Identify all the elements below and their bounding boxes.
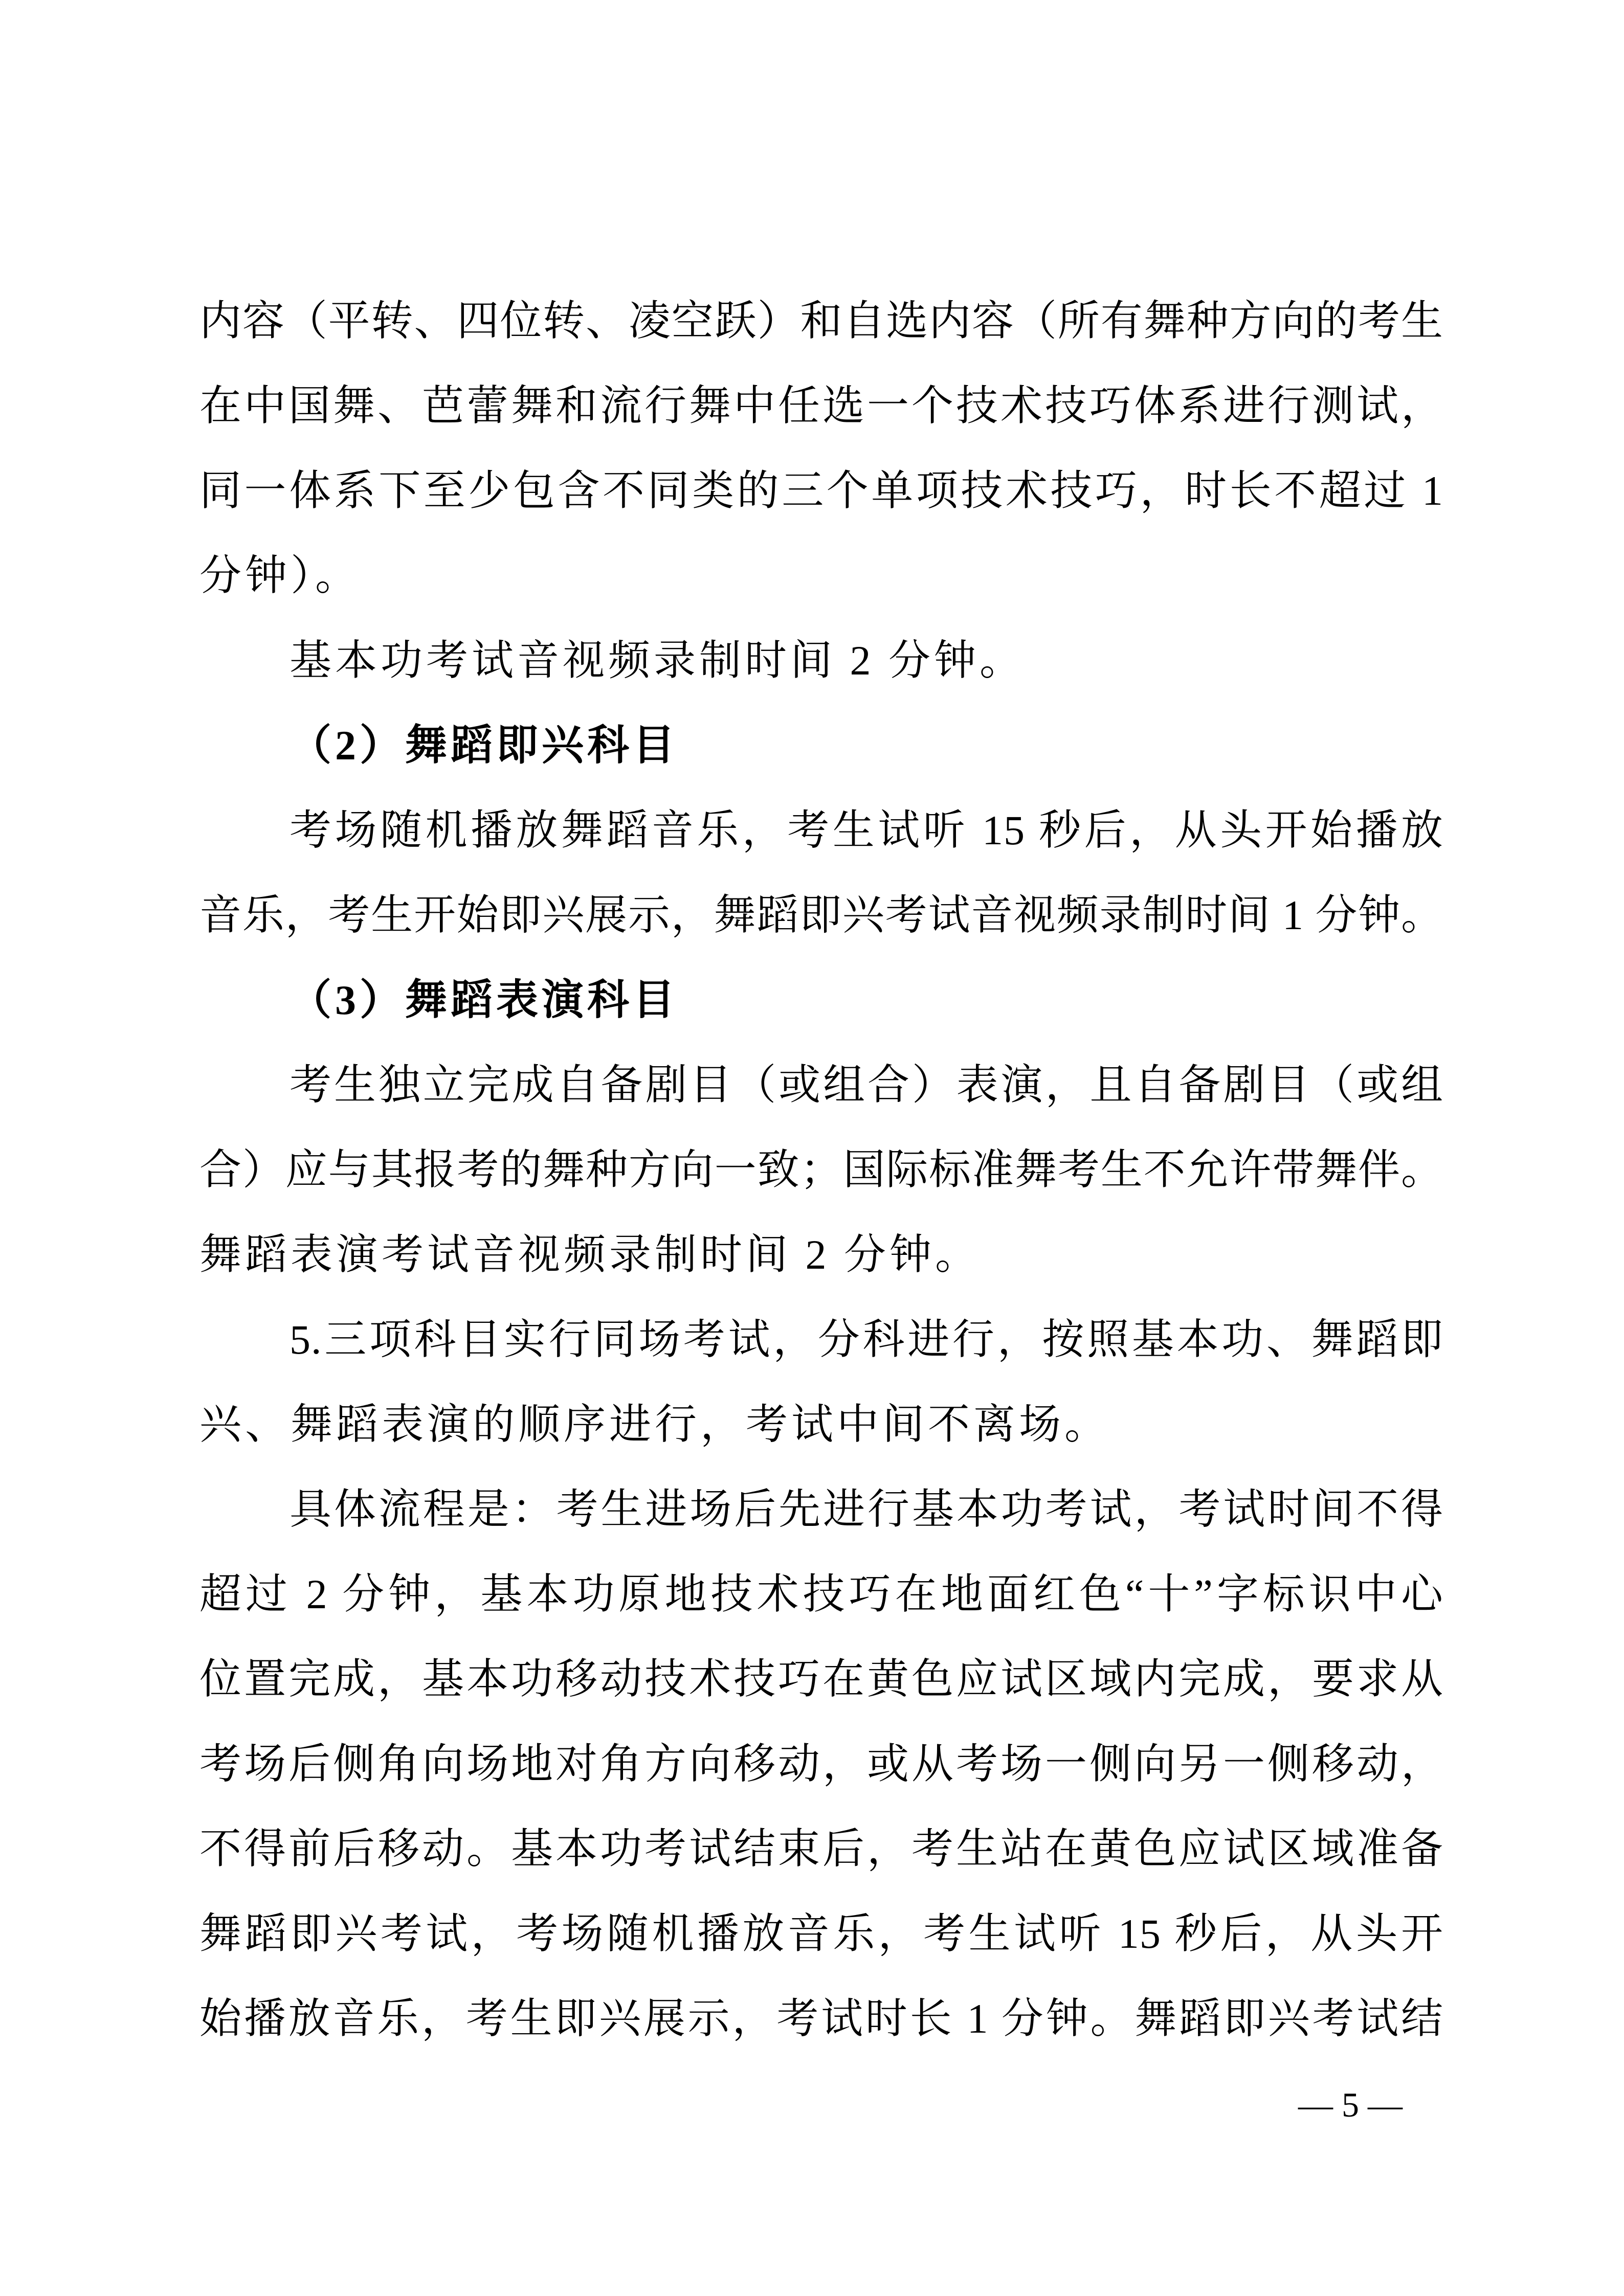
text-line: 同一体系下至少包含不同类的三个单项技术技巧，时长不超过 1 xyxy=(199,467,1443,514)
text-line: 具体流程是：考生进场后先进行基本功考试，考试时间不得 xyxy=(290,1486,1443,1533)
page-number: — 5 — xyxy=(1298,2085,1403,2124)
section-heading-line: （3）舞蹈表演科目 xyxy=(290,977,679,1023)
text-line: 分钟）。 xyxy=(199,552,361,599)
text-line: 内容（平转、四位转、凌空跃）和自选内容（所有舞种方向的考生 xyxy=(199,298,1443,344)
text-line: 音乐，考生开始即兴展示，舞蹈即兴考试音视频录制时间 1 分钟。 xyxy=(199,892,1443,938)
text-line: 兴、舞蹈表演的顺序进行，考试中间不离场。 xyxy=(199,1401,1110,1448)
text-line: 舞蹈表演考试音视频录制时间 2 分钟。 xyxy=(199,1231,981,1278)
text-line: 始播放音乐，考生即兴展示，考试时长 1 分钟。舞蹈即兴考试结 xyxy=(199,1995,1443,2042)
text-line: 考场随机播放舞蹈音乐，考生试听 15 秒后，从头开始播放 xyxy=(290,807,1443,853)
text-line: 位置完成，基本功移动技术技巧在黄色应试区域内完成，要求从 xyxy=(199,1656,1443,1702)
text-line: 舞蹈即兴考试，考场随机播放音乐，考生试听 15 秒后，从头开 xyxy=(199,1910,1443,1957)
text-line: 考生独立完成自备剧目（或组合）表演，且自备剧目（或组 xyxy=(290,1062,1443,1108)
section-heading-line: （2）舞蹈即兴科目 xyxy=(290,722,679,769)
document-body xyxy=(199,279,1443,2061)
text-line: 考场后侧角向场地对角方向移动，或从考场一侧向另一侧移动， xyxy=(199,1741,1443,1787)
text-line: 超过 2 分钟，基本功原地技术技巧在地面红色“十”字标识中心 xyxy=(199,1571,1443,1617)
text-line: 不得前后移动。基本功考试结束后，考生站在黄色应试区域准备 xyxy=(199,1826,1443,1872)
text-line: 5.三项科目实行同场考试，分科进行，按照基本功、舞蹈即 xyxy=(290,1316,1443,1363)
text-line: 合）应与其报考的舞种方向一致；国际标准舞考生不允许带舞伴。 xyxy=(199,1146,1443,1193)
text-line: 基本功考试音视频录制时间 2 分钟。 xyxy=(290,637,1026,684)
text-line: 在中国舞、芭蕾舞和流行舞中任选一个技术技巧体系进行测试， xyxy=(199,382,1443,429)
